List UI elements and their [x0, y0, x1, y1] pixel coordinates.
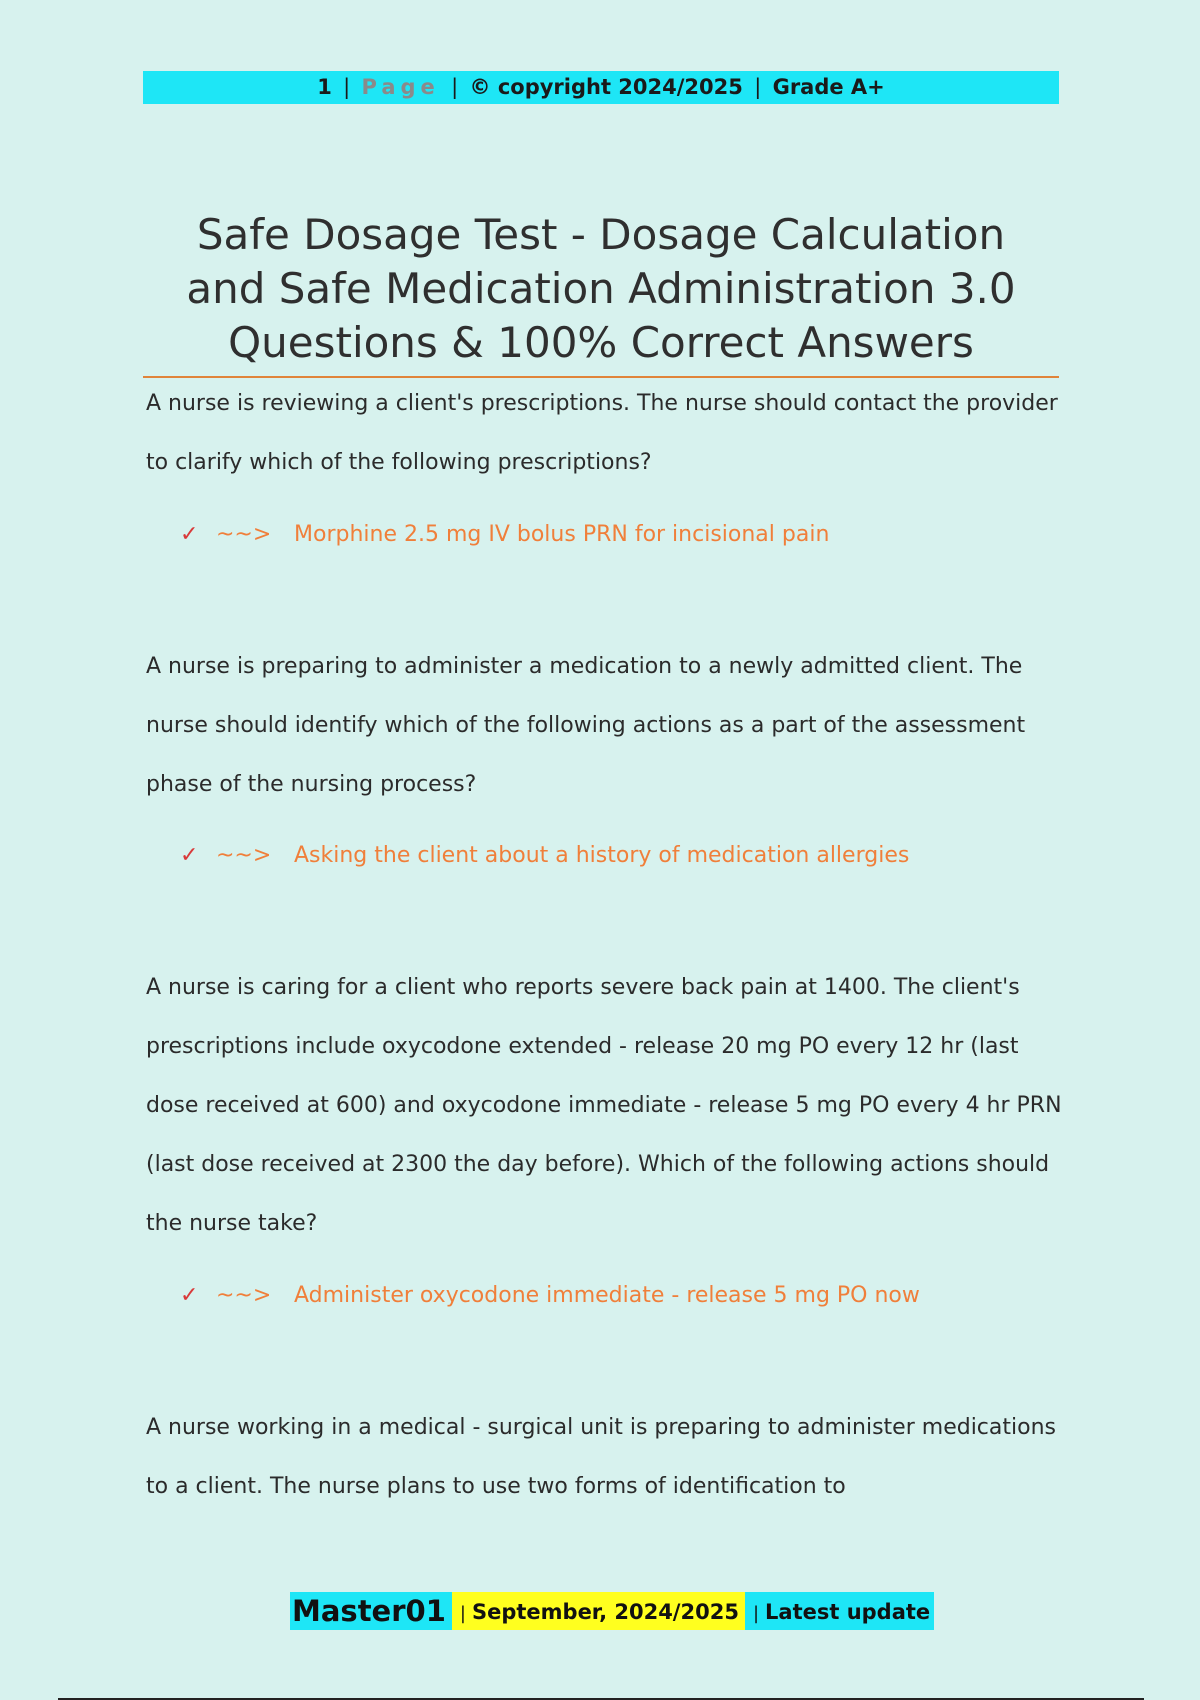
- page-number: 1: [317, 75, 332, 99]
- answer-line: [180, 520, 829, 550]
- arrow-icon: ~~>: [216, 843, 272, 868]
- grade-text: Grade A+: [772, 75, 885, 99]
- question-text: A nurse is preparing to administer a medication to a newly admitted client. The nurse should identify which of the following actions as a part of the assessment phase of the nursing process?: [146, 654, 1026, 797]
- check-icon: ✓: [180, 1283, 199, 1308]
- footer-date-text: September, 2024/2025: [471, 1600, 739, 1624]
- page-footer: [290, 1592, 934, 1630]
- arrow-icon: ~~>: [216, 1283, 272, 1308]
- title-line: Safe Dosage Test - Dosage Calculation: [196, 210, 1006, 259]
- page-word: Page: [361, 75, 440, 99]
- footer-brand: Master01: [290, 1592, 452, 1630]
- title-line: Questions & 100% Correct Answers: [228, 318, 974, 367]
- header-separator: |: [451, 75, 459, 99]
- answer-text: Administer oxycodone immediate - release 5 mg PO now: [294, 1283, 920, 1308]
- answer-line: [180, 841, 909, 871]
- page-header: [143, 71, 1059, 104]
- answer-text: Asking the client about a history of medication allergies: [294, 843, 910, 868]
- question-text: A nurse is reviewing a client's prescriptions. The nurse should contact the provider to clarify which of the following prescriptions?: [146, 391, 1058, 475]
- answer-text: Morphine 2.5 mg IV bolus PRN for incisional pain: [294, 522, 830, 547]
- check-icon: ✓: [180, 843, 199, 868]
- question-text: A nurse is caring for a client who reports severe back pain at 1400. The client's prescriptions include oxycodone extended - release 20 mg PO every 12 hr (last dose received at 600) and oxycodone immediate - release 5 mg PO every 4 hr PRN (last dose received at 2300 the day before). Which of the following actions should the nurse take?: [146, 975, 1062, 1236]
- footer-latest-text: Latest update: [765, 1600, 931, 1624]
- footer-separator: |: [459, 1603, 466, 1624]
- footer-date: [452, 1592, 745, 1630]
- answer-line: [180, 1281, 920, 1311]
- title-line: and Safe Medication Administration 3.0: [186, 264, 1016, 313]
- footer-latest: [745, 1592, 934, 1630]
- footer-separator: |: [752, 1603, 760, 1624]
- copyright-text: © copyright 2024/2025: [469, 75, 743, 99]
- check-icon: ✓: [180, 522, 199, 547]
- header-separator: |: [754, 75, 762, 99]
- arrow-icon: ~~>: [216, 522, 272, 547]
- document-title: [143, 208, 1059, 370]
- question-text: A nurse working in a medical - surgical unit is preparing to administer medications to a client. The nurse plans to use two forms of identification to: [146, 1415, 1056, 1499]
- header-separator: |: [343, 75, 351, 99]
